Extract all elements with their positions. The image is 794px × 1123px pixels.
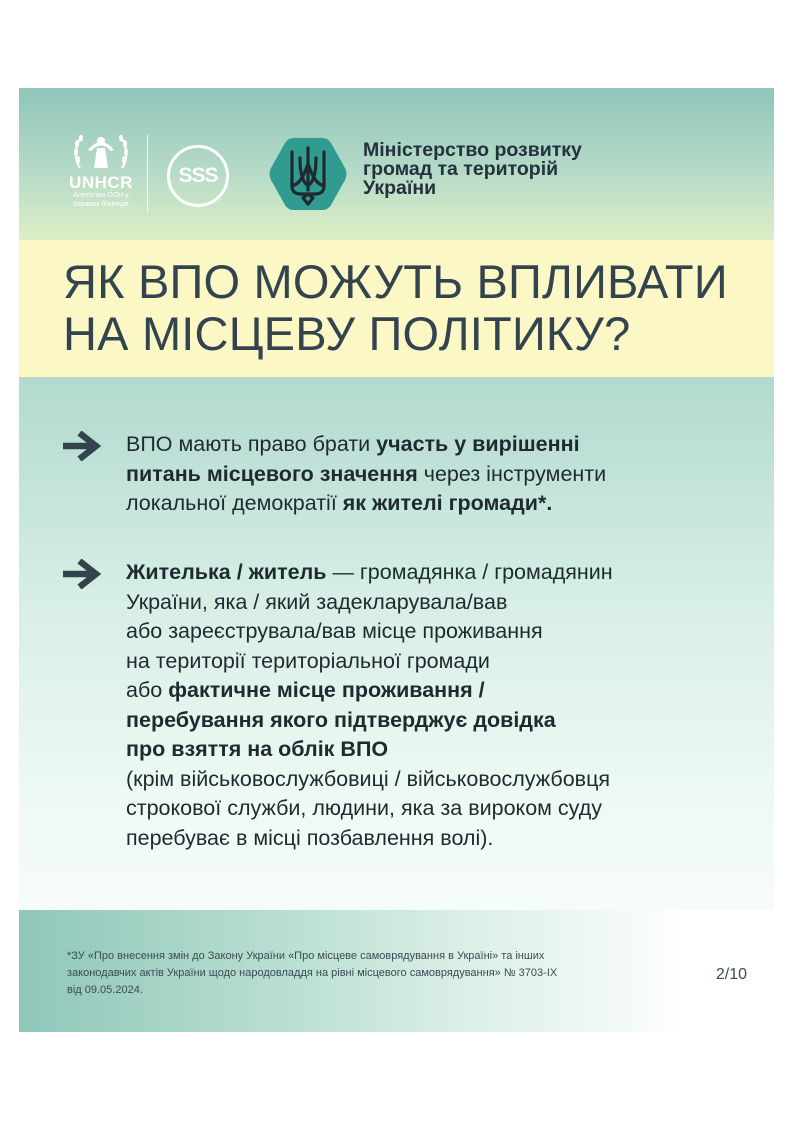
logo-divider [147, 135, 148, 212]
b1-l3-a: локальної демократії [126, 491, 343, 515]
b1-l2-b: через інструменти [417, 461, 607, 486]
unhcr-subtitle-line1: Агентство ООН у [73, 192, 129, 199]
ministry-name [363, 141, 663, 198]
footnote-line-1: *ЗУ «Про внесення змін до Закону України «Про місцеве самоврядування в Україні» та інших [67, 950, 545, 962]
ministry-line-2: громад та територій [363, 158, 559, 180]
title-line-1: ЯК ВПО МОЖУТЬ ВПЛИВАТИ [63, 255, 728, 308]
sss-logo: SSS [167, 145, 229, 207]
b2-l5-b: фактичне місце проживання / [168, 678, 485, 702]
ministry-line-1: Міністерство розвитку [363, 139, 582, 161]
title-band [19, 240, 774, 377]
title-line-2: НА МІСЦЕВУ ПОЛІТИКУ? [63, 307, 631, 360]
b1-l1-b: участь у вирішенні [376, 432, 580, 456]
b2-l3: або зареєструвала/вав місце проживання [126, 619, 543, 643]
footnote [67, 948, 667, 999]
b1-l1-a: ВПО мають право брати [126, 432, 377, 456]
b1-l3-b: як жителі громади*. [342, 491, 553, 515]
b2-l6: перебування якого підтверджує довідка [126, 707, 556, 732]
page-number: 2/10 [715, 966, 747, 983]
page [19, 88, 774, 1032]
b1-l2-a: питань місцевого значення [126, 461, 418, 486]
b2-l7: про взяття на облік ВПО [126, 737, 389, 761]
b2-l5-a: або [126, 678, 169, 702]
ministry-line-3: України [363, 177, 437, 199]
bullet-text-2 [126, 558, 736, 853]
unhcr-emblem-icon [70, 132, 132, 172]
footnote-line-3: від 09.05.2024. [67, 984, 143, 996]
b2-l9: строкової служби, людини, яка за вироком суду [126, 796, 602, 820]
b2-l8: (крім військовослужбовиці / військовослужбовця [126, 766, 611, 791]
b2-l1-a: Жителька / житель [126, 560, 327, 584]
footer [19, 910, 774, 1032]
b2-l2: України, яка / який задекларувала/вав [126, 589, 508, 614]
page-title [63, 256, 743, 360]
unhcr-subtitle-line2: справах біженців [73, 201, 129, 208]
b2-l4: на території територіальної громади [126, 648, 490, 673]
arrow-right-icon [63, 431, 103, 461]
bullet-text-1 [126, 430, 736, 519]
header [19, 88, 774, 240]
unhcr-logo [55, 132, 147, 209]
b2-l1-b: — громадянка / громадянин [326, 560, 613, 584]
footnote-line-2: законодавчих актів України щодо народовладдя на рівні місцевого самоврядування» № 3703-IX [67, 967, 558, 979]
unhcr-name: UNHCR [69, 173, 133, 192]
arrow-right-icon [63, 559, 103, 589]
b2-l10: перебуває в місці позбавлення волі). [126, 825, 494, 850]
trident-emblem-icon [265, 131, 351, 217]
